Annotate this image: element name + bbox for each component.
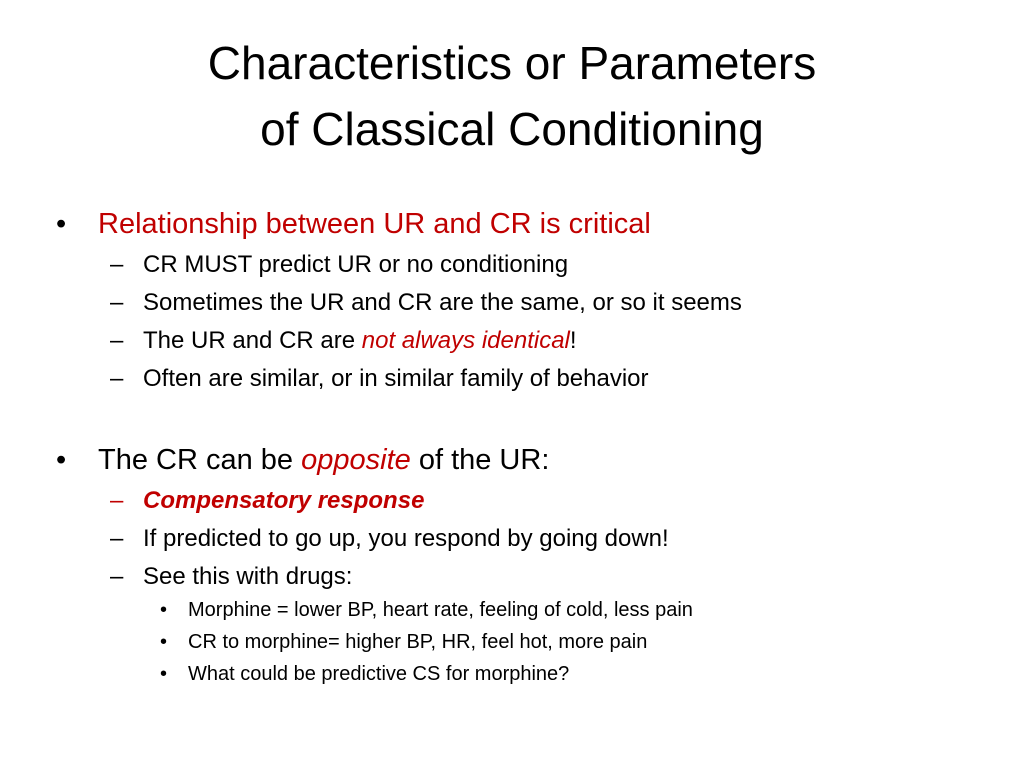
dash-marker: –: [110, 487, 124, 514]
bullet-text-before: The CR can be: [98, 444, 302, 476]
subitem-text-after: !: [569, 327, 577, 354]
bullet-marker: •: [56, 444, 67, 476]
bullet-emphasis-opposite: opposite: [301, 444, 411, 476]
bullet-text-opposite: [98, 442, 549, 478]
subitem-text-compensatory: Compensatory response: [143, 487, 425, 514]
dash-marker: –: [110, 525, 124, 552]
subitem-text: CR MUST predict UR or no conditioning: [143, 251, 569, 278]
subitem-emphasis-not-always-identical: not always identical: [361, 327, 570, 354]
subitem-text-before: The UR and CR are: [143, 327, 362, 354]
dash-marker: –: [110, 563, 124, 590]
slide-title: [0, 30, 1024, 162]
slide-title-line-2: of Classical Conditioning: [260, 103, 764, 155]
dash-marker: –: [110, 289, 124, 316]
dash-marker: –: [110, 327, 124, 354]
subsubitem-text: CR to morphine= higher BP, HR, feel hot, more pain: [188, 631, 648, 653]
dash-marker: –: [110, 251, 124, 278]
subsubitem-text: What could be predictive CS for morphine?: [188, 663, 570, 685]
bullet-marker-small: •: [160, 663, 168, 685]
subsubitem-text: Morphine = lower BP, heart rate, feeling of cold, less pain: [188, 599, 693, 621]
bullet-marker-small: •: [160, 599, 168, 621]
bullet-text-relationship: Relationship between UR and CR is critical: [98, 208, 651, 240]
slide-title-line-1: Characteristics or Parameters: [207, 37, 817, 89]
subitem-text: See this with drugs:: [143, 563, 353, 590]
subitem-text: Often are similar, or in similar family of behavior: [143, 365, 649, 392]
subitem-text: [143, 325, 577, 357]
bullet-text-after: of the UR:: [410, 444, 550, 476]
dash-marker: –: [110, 365, 124, 392]
bullet-marker: •: [56, 208, 67, 240]
subitem-text: If predicted to go up, you respond by going down!: [143, 525, 669, 552]
subitem-text: Sometimes the UR and CR are the same, or so it seems: [143, 289, 742, 316]
bullet-marker-small: •: [160, 631, 168, 653]
